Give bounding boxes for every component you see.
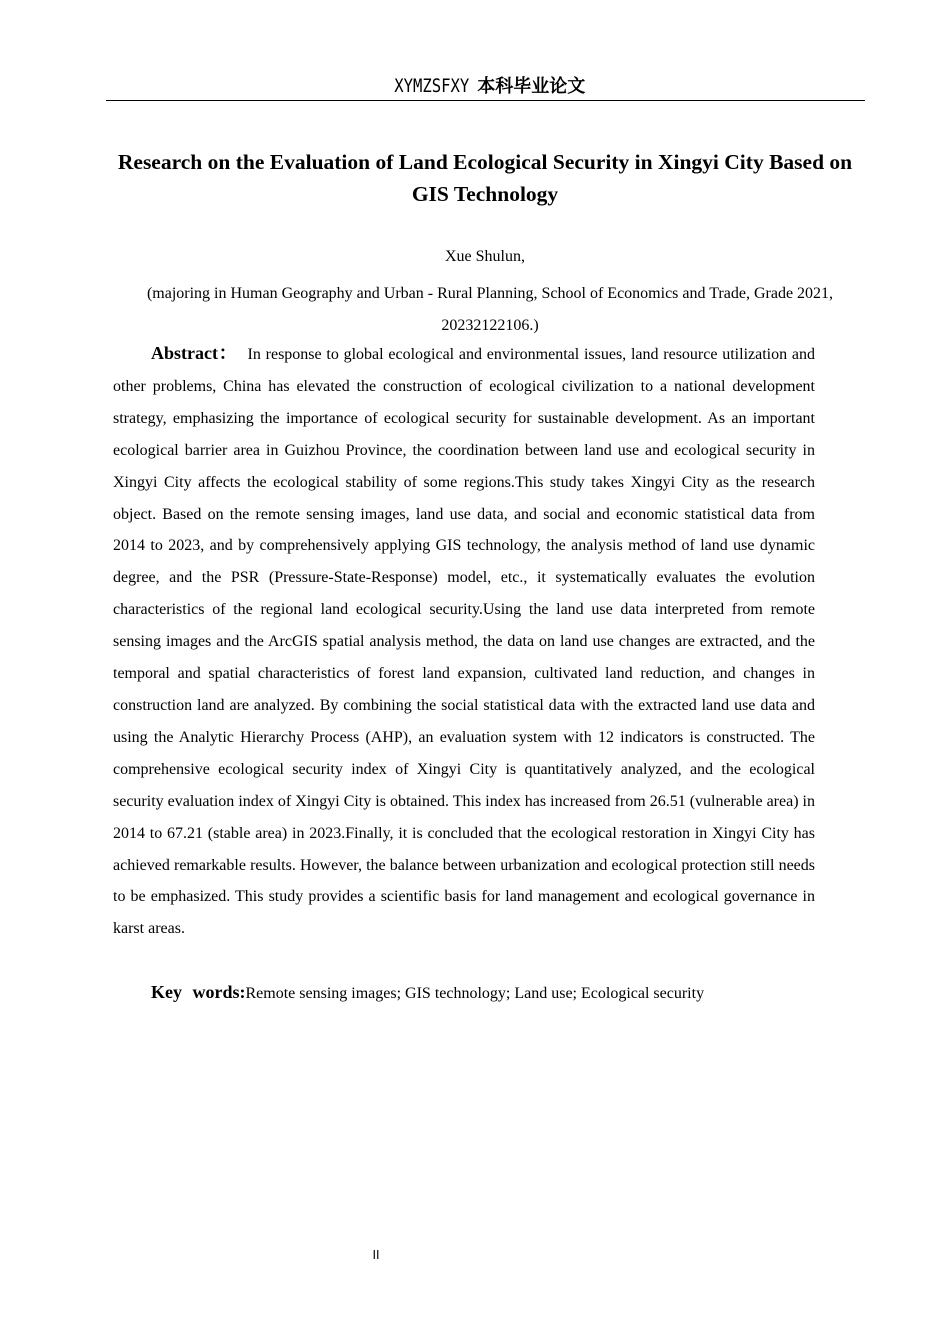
abstract-paragraph xyxy=(113,338,815,945)
author-affiliation: (majoring in Human Geography and Urban - Rural Planning, School of Economics and Trade, Grade 2021, 20232122106.) xyxy=(146,285,834,334)
keywords-line xyxy=(151,979,831,1007)
keywords-text: Remote sensing images; GIS technology; Land use; Ecological security xyxy=(245,985,705,1002)
author-name: Xue Shulun, xyxy=(445,248,525,265)
running-header xyxy=(106,72,865,101)
header-thesis-label: 本科毕业论文 xyxy=(477,76,586,97)
page-number: II xyxy=(372,1248,380,1262)
header-school-code: XYMZSFXY xyxy=(393,75,470,97)
abstract-text: In response to global ecological and environmental issues, land resource utilization and other problems, China has elevated the construction of ecological civilization to a national development strategy, emphasizing the importance of ecological security for sustainable development. As an important ecological barrier area in Guizhou Province, the coordination between land use and ecological security in Xingyi City affects the ecological stability of some regions.This study takes Xingyi City as the research object. Based on the remote sensing images, land use data, and social and economic statistical data from 2014 to 2023, and by comprehensively applying GIS technology, the analysis method of land use dynamic degree, and the PSR (Pressure-State-Response) model, etc., it systematically evaluates the evolution characteristics of the regional land ecological security.Using the land use data interpreted from remote sensing images and the ArcGIS spatial analysis method, the data on land use changes are extracted, and the temporal and spatial characteristics of forest land expansion, cultivated land reduction, and changes in construction land are analyzed. By combining the social statistical data with the extracted land use data and using the Analytic Hierarchy Process (AHP), an evaluation system with 12 indicators is constructed. The comprehensive ecological security index of Xingyi City is quantitatively analyzed, and the ecological security evaluation index of Xingyi City is obtained. This index has increased from 26.51 (vulnerable area) in 2014 to 67.21 (stable area) in 2023.Finally, it is concluded that the ecological restoration in Xingyi City has achieved remarkable results. However, the balance between urbanization and ecological protection still needs to be emphasized. This study provides a scientific basis for land management and ecological governance in karst areas. xyxy=(113,346,815,938)
paper-title: Research on the Evaluation of Land Ecological Security in Xingyi City Based on GIS Technology xyxy=(117,150,853,206)
keywords-label: Key words: xyxy=(151,982,246,1002)
abstract-label: Abstract： xyxy=(151,343,238,363)
